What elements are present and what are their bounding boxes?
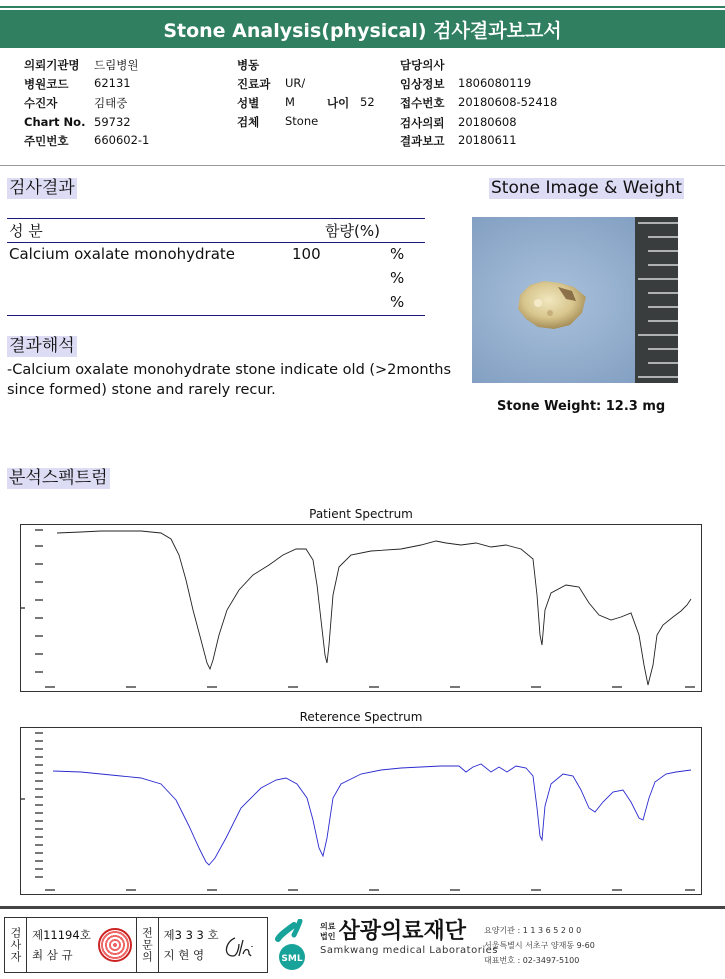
organization-contact: 요양기관 : 1 1 3 6 5 2 0 0 서울특별시 서초구 양재동 9-60 대표번호 : 02-3497-5100	[484, 926, 595, 965]
results-table	[7, 218, 425, 316]
patient-spectrum-plot	[21, 525, 701, 691]
info-row: 의뢰기관명 드림병원	[24, 58, 139, 72]
info-row: 병원코드 62131	[24, 76, 131, 91]
info-row: 접수번호 20180608-52418	[400, 95, 558, 110]
info-row: 검사의뢰 20180608	[400, 115, 517, 130]
age-row: 나이 52	[327, 95, 375, 110]
inspector-signature: 제11194호 최 삼 규	[27, 918, 137, 972]
info-row: 수진자 김태중	[24, 96, 128, 110]
stone-photo	[472, 217, 678, 383]
info-row: 성별 M	[237, 95, 295, 110]
info-row: 검체 Stone	[237, 114, 319, 129]
patient-spectrum-line	[57, 531, 691, 685]
reference-spectrum-line	[53, 764, 691, 865]
seal-icon	[98, 928, 132, 962]
organization-name: 의료 법인 삼광의료재단 Samkwang medical Laboratories	[320, 919, 498, 956]
info-row: 결과보고 20180611	[400, 133, 517, 148]
patient-info	[0, 54, 725, 166]
report-title-text: Stone Analysis(physical) 검사결과보고서	[163, 19, 562, 42]
handwritten-signature-icon	[221, 934, 257, 962]
results-heading: 검사결과	[9, 178, 75, 198]
patient-spectrum-title: Patient Spectrum	[309, 507, 413, 521]
footer	[0, 906, 725, 979]
patient-spectrum-chart	[20, 524, 702, 692]
reference-spectrum-plot	[21, 728, 701, 894]
unit-cell: %	[390, 293, 405, 311]
info-row: 병동	[237, 58, 260, 72]
svg-text:SML: SML	[281, 954, 303, 964]
interpretation-heading: 결과해석	[9, 336, 75, 356]
info-row: 담당의사	[400, 58, 445, 72]
unit-cell: %	[390, 245, 405, 263]
sml-logo-icon	[272, 919, 316, 971]
component-column-header: 성 분	[9, 222, 43, 240]
content-column-header: 함량(%)	[325, 222, 380, 240]
info-row: Chart No. 59732	[24, 115, 131, 129]
report-title	[0, 10, 725, 48]
reference-spectrum-chart	[20, 727, 702, 895]
interpretation-text: -Calcium oxalate monohydrate stone indicate old (>2months since formed) stone and rarely recur.	[7, 362, 452, 398]
stone-weight: Stone Weight: 12.3 mg	[497, 399, 666, 414]
unit-cell: %	[390, 269, 405, 287]
inspector-label: 검사자	[5, 918, 27, 972]
results-table-header	[7, 219, 425, 242]
spectrum-heading: 분석스펙트럼	[9, 468, 108, 488]
results-table-body	[7, 243, 425, 315]
info-row: 주민번호 660602-1	[24, 133, 150, 148]
info-row: 진료과 UR/	[237, 76, 306, 91]
component-cell: Calcium oxalate monohydrate	[9, 245, 236, 263]
stone-photo-image	[472, 217, 678, 383]
reference-spectrum-title: Reterence Spectrum	[299, 710, 423, 724]
specialist-label: 전문의	[137, 918, 159, 972]
signature-box	[4, 917, 268, 973]
stone-heading: Stone Image & Weight	[491, 178, 683, 198]
specialist-signature: 제3 3 3 호 지 현 영	[159, 918, 268, 972]
info-row: 임상정보 1806080119	[400, 76, 532, 91]
value-cell: 100	[292, 245, 321, 263]
